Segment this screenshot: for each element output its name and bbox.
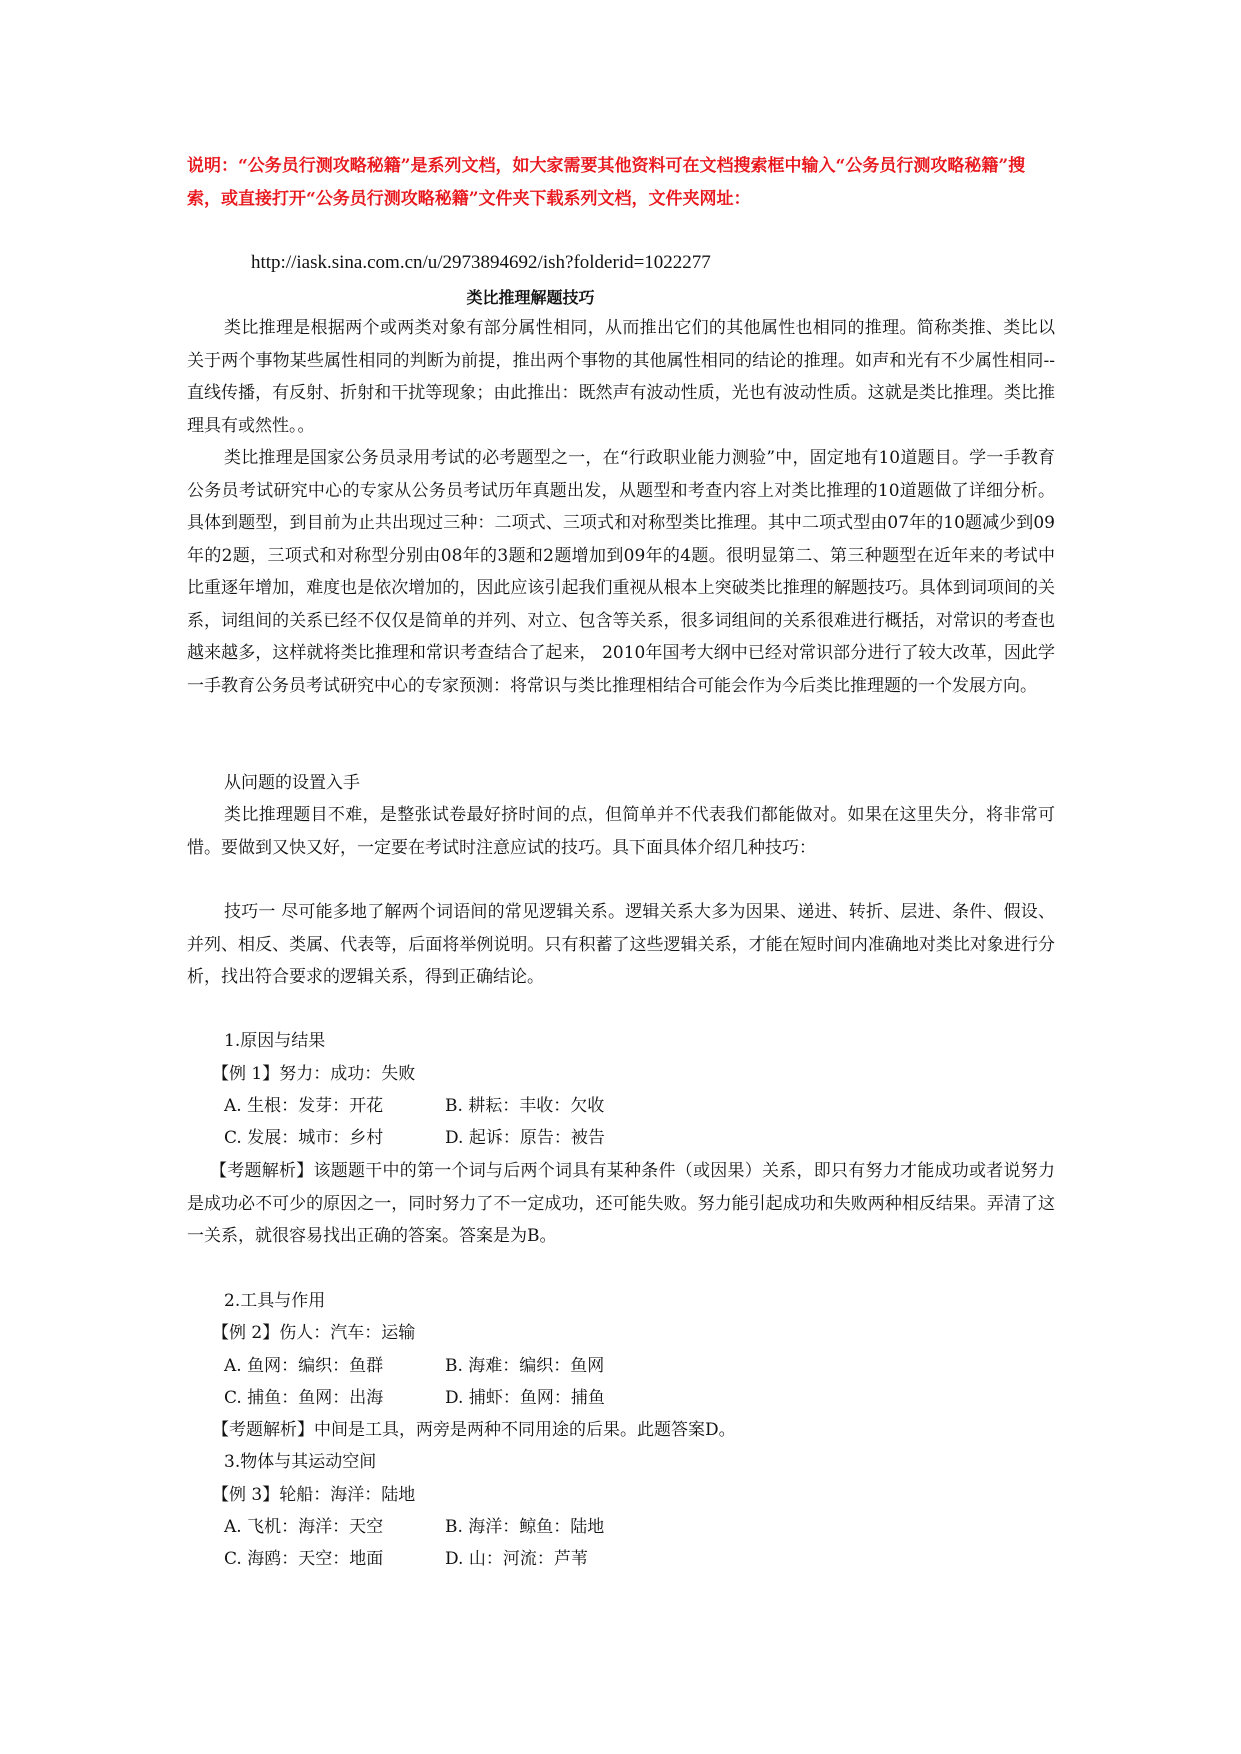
option-a: A. 飞机：海洋：天空 bbox=[224, 1517, 384, 1537]
example-1-options-row-1 bbox=[224, 1091, 604, 1116]
example-3-stem: 【例 3】轮船：海洋：陆地 bbox=[212, 1485, 416, 1505]
example-3-options-row-1 bbox=[224, 1512, 604, 1537]
example-2-options-row-1 bbox=[224, 1351, 604, 1376]
option-c: C. 海鸥：天空：地面 bbox=[224, 1549, 384, 1569]
example-2-stem: 【例 2】伤人：汽车：运输 bbox=[212, 1323, 416, 1343]
paragraph-tip-one: 技巧一 尽可能多地了解两个词语间的常见逻辑关系。逻辑关系大多为因果、递进、转折、层进、条件、假设、并列、相反、类属、代表等，后面将举例说明。只有积蓄了这些逻辑关系，才能在短时间内准确地对类比对象进行分析，找出符合要求的逻辑关系，得到正确结论。 bbox=[187, 902, 1055, 987]
option-a: A. 鱼网：编织：鱼群 bbox=[224, 1356, 384, 1376]
option-a: A. 生根：发芽：开花 bbox=[224, 1096, 384, 1116]
series-note: 说明：“公务员行测攻略秘籍”是系列文档，如大家需要其他资料可在文档搜索框中输入“公务员行测攻略秘籍”搜索，或直接打开“公务员行测攻略秘籍”文件夹下载系列文档，文件夹网址： bbox=[187, 156, 1026, 209]
example-2-options-row-2 bbox=[224, 1383, 605, 1408]
option-d: D. 起诉：原告：被告 bbox=[445, 1128, 605, 1148]
paragraph-exam-analysis: 类比推理是国家公务员录用考试的必考题型之一，在“行政职业能力测验”中，固定地有10道题目。学一手教育公务员考试研究中心的专家从公务员考试历年真题出发，从题型和考查内容上对类比推理的10道题做了详细分析。具体到题型，到目前为止共出现过三种：二项式、三项式和对称型类比推理。其中二项式型由07年的10题减少到09年的2题，三项式和对称型分别由08年的3题和2题增加到09年的4题。很明显第二、第三种题型在近年来的考试中比重逐年增加，难度也是依次增加的，因此应该引起我们重视从根本上突破类比推理的解题技巧。具体到词项间的关系，词组间的关系已经不仅仅是简单的并列、对立、包含等关系，很多词组间的关系很难进行概括，对常识的考查也越来越多，这样就将类比推理和常识考查结合了起来， 2010年国考大纲中已经对常识部分进行了较大改革，因此学一手教育公务员考试研究中心的专家预测：将常识与类比推理相结合可能会作为今后类比推理题的一个发展方向。 bbox=[187, 448, 1055, 696]
document-title: 类比推理解题技巧 bbox=[466, 288, 595, 307]
option-d: D. 山：河流：芦苇 bbox=[445, 1549, 588, 1569]
example-2-analysis: 【考题解析】中间是工具，两旁是两种不同用途的后果。此题答案D。 bbox=[212, 1420, 736, 1440]
example-1-options-row-2 bbox=[224, 1123, 605, 1148]
option-c: C. 发展：城市：乡村 bbox=[224, 1128, 384, 1148]
folder-url[interactable]: http://iask.sina.com.cn/u/2973894692/ish?folderid=1022277 bbox=[251, 252, 711, 273]
option-b: B. 海难：编织：鱼网 bbox=[445, 1356, 605, 1376]
section-heading-tool-function: 2.工具与作用 bbox=[224, 1291, 326, 1311]
paragraph-intro-tips: 类比推理题目不难，是整张试卷最好挤时间的点，但简单并不代表我们都能做对。如果在这里失分，将非常可惜。要做到又快又好，一定要在考试时注意应试的技巧。具下面具体介绍几种技巧： bbox=[187, 805, 1055, 858]
option-b: B. 耕耘：丰收：欠收 bbox=[445, 1096, 605, 1116]
section-heading-cause-effect: 1.原因与结果 bbox=[224, 1031, 326, 1051]
paragraph-subheading: 从问题的设置入手 bbox=[224, 773, 360, 793]
example-1-stem: 【例 1】努力：成功：失败 bbox=[212, 1064, 416, 1084]
option-d: D. 捕虾：鱼网：捕鱼 bbox=[445, 1388, 605, 1408]
section-heading-object-space: 3.物体与其运动空间 bbox=[224, 1452, 377, 1472]
option-b: B. 海洋：鲸鱼：陆地 bbox=[445, 1517, 605, 1537]
option-c: C. 捕鱼：鱼网：出海 bbox=[224, 1388, 384, 1408]
example-1-analysis: 【考题解析】该题题干中的第一个词与后两个词具有某种条件（或因果）关系，即只有努力才能成功或者说努力是成功必不可少的原因之一，同时努力了不一定成功，还可能失败。努力能引起成功和失败两种相反结果。弄清了这一关系，就很容易找出正确的答案。答案是为B。 bbox=[187, 1161, 1055, 1246]
paragraph-definition: 类比推理是根据两个或两类对象有部分属性相同，从而推出它们的其他属性也相同的推理。简称类推、类比以关于两个事物某些属性相同的判断为前提，推出两个事物的其他属性相同的结论的推理。如声和光有不少属性相同--直线传播，有反射、折射和干扰等现象；由此推出：既然声有波动性质，光也有波动性质。这就是类比推理。类比推理具有或然性。。 bbox=[187, 318, 1055, 436]
example-3-options-row-2 bbox=[224, 1544, 588, 1569]
